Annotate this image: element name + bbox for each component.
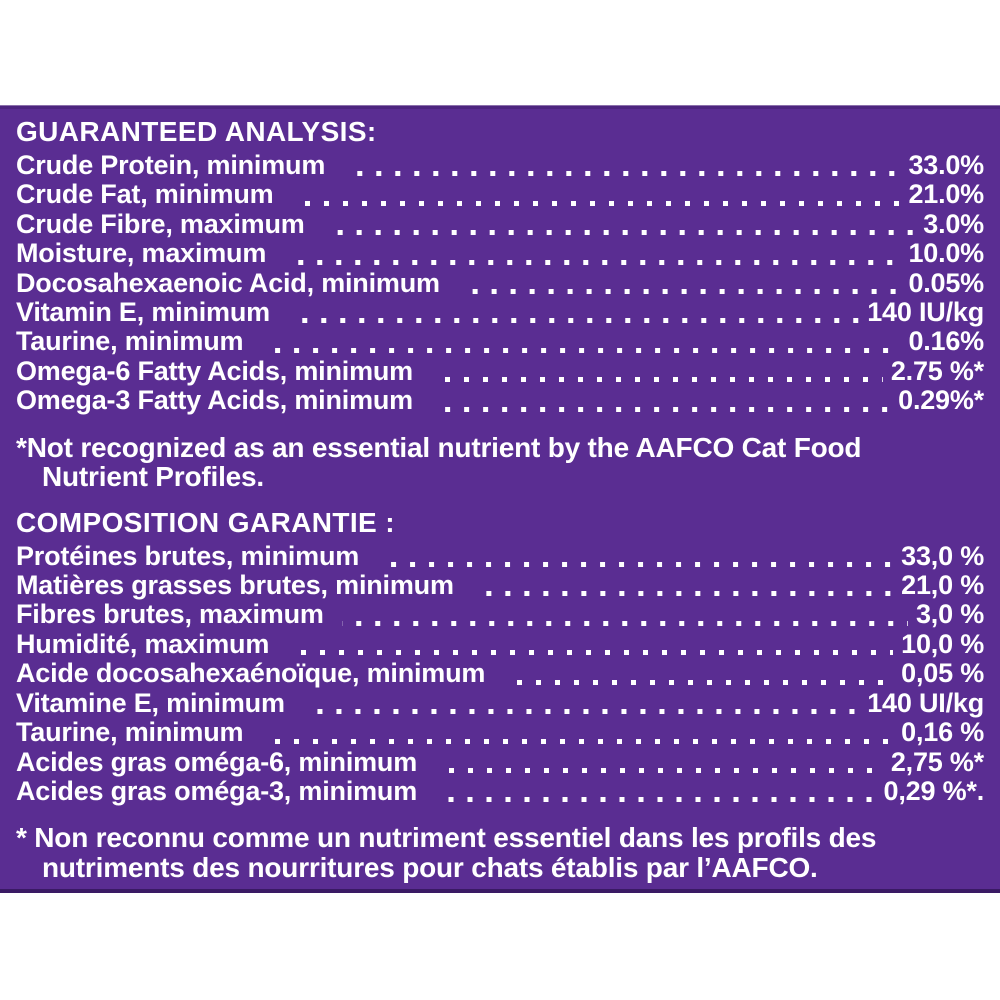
analysis-row-crude-fibre (16, 210, 984, 239)
nutrient-label: Matières grasses brutes, minimum (16, 570, 454, 601)
analysis-row-humidite (16, 630, 984, 659)
nutrient-value: 10,0 % (901, 628, 984, 659)
dot-leader (431, 407, 890, 412)
dot-leader (288, 318, 859, 323)
nutrient-value: 3.0% (923, 208, 984, 239)
analysis-row-taurine-fr (16, 718, 984, 747)
nutrient-label: Omega-3 Fatty Acids, minimum (16, 385, 413, 416)
nutrient-label: Taurine, minimum (16, 326, 244, 357)
nutrient-label: Acide docosahexaénoïque, minimum (16, 658, 486, 689)
nutrient-label: Protéines brutes, minimum (16, 540, 360, 571)
footnote-line: nutriments des nourritures pour chats établis par l’AAFCO. (42, 851, 818, 883)
nutrient-value: 0.16% (908, 326, 984, 357)
analysis-row-omega-6 (16, 357, 984, 386)
dot-leader (342, 621, 908, 626)
nutrient-value: 3,0 % (915, 599, 984, 630)
analysis-row-matieres-grasses (16, 571, 984, 600)
nutrient-label: Humidité, maximum (16, 628, 270, 659)
composition-garantie-title: COMPOSITION GARANTIE : (16, 506, 396, 538)
aafco-footnote-fr (16, 823, 984, 882)
analysis-row-omega-6-fr (16, 748, 984, 777)
analysis-row-fibres (16, 600, 984, 629)
nutrient-label: Omega-6 Fatty Acids, minimum (16, 355, 413, 386)
dot-leader (472, 591, 893, 596)
nutrient-label: Vitamine E, minimum (16, 687, 285, 718)
analysis-row-proteines (16, 542, 984, 571)
dot-leader (458, 289, 901, 294)
footnote-line: *Not recognized as an essential nutrient by the AAFCO Cat Food (16, 431, 862, 463)
nutrient-label: Crude Fibre, maximum (16, 208, 305, 239)
nutrient-value: 0.05% (908, 267, 984, 298)
nutrient-value: 10.0% (908, 238, 984, 269)
nutrient-value: 0,16 % (901, 717, 984, 748)
analysis-row-moisture (16, 239, 984, 268)
dot-leader (291, 201, 900, 206)
dot-leader (435, 797, 876, 802)
nutrient-value: 21.0% (908, 179, 984, 210)
composition-garantie-rows (16, 542, 984, 807)
nutrient-value: 2.75 %* (890, 355, 984, 386)
nutrient-label: Crude Protein, minimum (16, 150, 326, 180)
nutrient-label: Docosahexaenoic Acid, minimum (16, 267, 440, 298)
analysis-row-crude-protein (16, 151, 984, 180)
dot-leader (303, 709, 859, 714)
nutrient-label: Fibres brutes, maximum (16, 599, 324, 630)
dot-leader (261, 739, 893, 744)
dot-leader (323, 230, 916, 235)
nutrient-label: Acides gras oméga-3, minimum (16, 775, 418, 806)
nutrient-label: Crude Fat, minimum (16, 179, 274, 210)
aafco-footnote-en (16, 433, 984, 492)
nutrient-label: Vitamin E, minimum (16, 297, 270, 328)
dot-leader (435, 768, 883, 773)
analysis-row-vitamine-e (16, 689, 984, 718)
analysis-row-omega-3 (16, 386, 984, 415)
nutrient-value: 0,05 % (901, 658, 984, 689)
nutrient-value: 33.0% (908, 150, 984, 180)
dot-leader (284, 260, 900, 265)
analysis-row-dha (16, 269, 984, 298)
analysis-row-crude-fat (16, 180, 984, 209)
analysis-row-omega-3-fr (16, 777, 984, 806)
nutrient-value: 2,75 %* (890, 746, 984, 777)
nutrient-value: 140 UI/kg (867, 687, 984, 718)
dot-leader (261, 348, 900, 353)
nutrient-value: 140 IU/kg (867, 297, 984, 328)
nutrient-label: Moisture, maximum (16, 238, 267, 269)
guaranteed-analysis-rows (16, 151, 984, 416)
dot-leader (503, 680, 893, 685)
nutrient-label: Acides gras oméga-6, minimum (16, 746, 418, 777)
dot-leader (431, 377, 883, 382)
dot-leader (377, 562, 893, 567)
analysis-row-acide-dha (16, 659, 984, 688)
analysis-row-vitamin-e (16, 298, 984, 327)
nutrient-value: 0,29 %*. (883, 775, 984, 806)
analysis-row-taurine (16, 327, 984, 356)
footnote-line: Nutrient Profiles. (42, 461, 264, 493)
nutrient-label: Taurine, minimum (16, 717, 244, 748)
guaranteed-analysis-panel (0, 105, 1000, 893)
dot-leader (343, 171, 900, 176)
nutrient-value: 33,0 % (901, 540, 984, 571)
dot-leader (287, 650, 893, 655)
nutrient-value: 0.29%* (898, 385, 984, 416)
nutrient-value: 21,0 % (901, 570, 984, 601)
guaranteed-analysis-title: GUARANTEED ANALYSIS: (16, 116, 377, 147)
footnote-line: * Non reconnu comme un nutriment essentiel dans les profils des (16, 822, 877, 854)
